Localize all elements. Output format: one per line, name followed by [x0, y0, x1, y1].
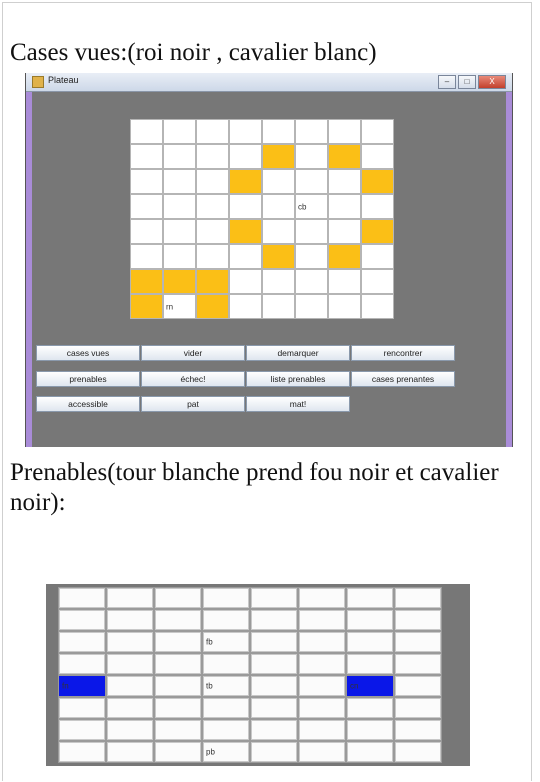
board-square[interactable]: [329, 245, 360, 268]
board-square[interactable]: [347, 588, 393, 608]
board-square[interactable]: [107, 742, 153, 762]
board-square[interactable]: [164, 220, 195, 243]
board-square[interactable]: [107, 610, 153, 630]
board-square[interactable]: [347, 610, 393, 630]
board-square[interactable]: [347, 632, 393, 652]
action-button[interactable]: cases prenantes: [351, 371, 455, 387]
board-square[interactable]: [395, 632, 441, 652]
board-square[interactable]: [59, 720, 105, 740]
board-square[interactable]: [59, 654, 105, 674]
board-square[interactable]: [329, 270, 360, 293]
board-square[interactable]: [155, 676, 201, 696]
board-square[interactable]: [203, 698, 249, 718]
board-square[interactable]: [299, 698, 345, 718]
board-square[interactable]: [155, 720, 201, 740]
board-square[interactable]: [263, 145, 294, 168]
board-square[interactable]: [251, 588, 297, 608]
board-square[interactable]: [347, 698, 393, 718]
board-square[interactable]: [197, 245, 228, 268]
board-square[interactable]: [131, 295, 162, 318]
action-button[interactable]: pat: [141, 396, 245, 412]
board-square[interactable]: [329, 170, 360, 193]
maximize-button[interactable]: □: [458, 75, 476, 89]
piece-label: cb: [298, 202, 307, 211]
board-square[interactable]: [296, 145, 327, 168]
board-square[interactable]: [131, 220, 162, 243]
board-square[interactable]: [362, 195, 393, 218]
board-square[interactable]: [347, 654, 393, 674]
board-square[interactable]: [296, 270, 327, 293]
board-square[interactable]: [362, 220, 393, 243]
board-square[interactable]: [107, 654, 153, 674]
piece-label: rn: [166, 302, 174, 311]
window-border-right: [506, 92, 512, 447]
piece-label: pb: [206, 747, 215, 757]
board-square[interactable]: [329, 145, 360, 168]
board-square[interactable]: [131, 245, 162, 268]
board-square[interactable]: [155, 610, 201, 630]
board-square[interactable]: [155, 698, 201, 718]
board-square[interactable]: [203, 676, 249, 696]
board-square[interactable]: [251, 742, 297, 762]
board-square[interactable]: [395, 610, 441, 630]
piece-label: fb: [206, 637, 213, 647]
board-square[interactable]: [296, 245, 327, 268]
board-square[interactable]: [203, 720, 249, 740]
board-square[interactable]: [203, 654, 249, 674]
board-square[interactable]: [203, 588, 249, 608]
action-button[interactable]: accessible: [36, 396, 140, 412]
board-square[interactable]: [329, 220, 360, 243]
board-square[interactable]: [329, 195, 360, 218]
board-square[interactable]: [299, 742, 345, 762]
board-square[interactable]: [155, 742, 201, 762]
board-square[interactable]: [347, 676, 393, 696]
board-square[interactable]: [362, 120, 393, 143]
board-square[interactable]: [131, 120, 162, 143]
board-square[interactable]: [296, 170, 327, 193]
board-square[interactable]: [263, 245, 294, 268]
board-square[interactable]: [131, 145, 162, 168]
action-button[interactable]: échec!: [141, 371, 245, 387]
board-square[interactable]: [251, 654, 297, 674]
board-square[interactable]: [59, 632, 105, 652]
board-square[interactable]: [329, 295, 360, 318]
board-square[interactable]: [131, 170, 162, 193]
action-button[interactable]: liste prenables: [246, 371, 350, 387]
board-square[interactable]: [230, 145, 261, 168]
board-square[interactable]: [362, 170, 393, 193]
board-square[interactable]: [197, 295, 228, 318]
board-square[interactable]: [230, 295, 261, 318]
board-square[interactable]: [59, 742, 105, 762]
board-square[interactable]: [107, 720, 153, 740]
board-square[interactable]: [263, 195, 294, 218]
board-square[interactable]: [362, 270, 393, 293]
board-square[interactable]: [251, 698, 297, 718]
board-square[interactable]: [299, 632, 345, 652]
board-square[interactable]: [164, 120, 195, 143]
board-square[interactable]: [347, 720, 393, 740]
action-button[interactable]: mat!: [246, 396, 350, 412]
piece-label: cn: [350, 681, 359, 691]
window-title: Plateau: [48, 75, 79, 85]
board-square[interactable]: [251, 610, 297, 630]
board-square[interactable]: [296, 220, 327, 243]
board-square[interactable]: [203, 742, 249, 762]
board-square[interactable]: [362, 245, 393, 268]
board-square[interactable]: [395, 676, 441, 696]
board-square[interactable]: [299, 610, 345, 630]
board-square[interactable]: [263, 120, 294, 143]
java-app-icon: [32, 76, 44, 88]
board-square[interactable]: [155, 588, 201, 608]
board-square[interactable]: [299, 676, 345, 696]
board-square[interactable]: [197, 120, 228, 143]
board-square[interactable]: [299, 588, 345, 608]
board-square[interactable]: [395, 588, 441, 608]
action-button[interactable]: cases vues: [36, 345, 140, 361]
board-square[interactable]: [107, 676, 153, 696]
board-square[interactable]: [107, 698, 153, 718]
plateau-window-2: [46, 584, 470, 766]
board-square[interactable]: [164, 195, 195, 218]
board-square[interactable]: [299, 654, 345, 674]
board-square[interactable]: [59, 610, 105, 630]
board-square[interactable]: [395, 742, 441, 762]
action-button[interactable]: prenables: [36, 371, 140, 387]
board-square[interactable]: [362, 295, 393, 318]
board-square[interactable]: [164, 270, 195, 293]
action-button[interactable]: demarquer: [246, 345, 350, 361]
window-border-left: [26, 92, 32, 447]
board-square[interactable]: [251, 720, 297, 740]
close-button[interactable]: X: [478, 75, 506, 89]
heading-cases-vues: Cases vues:(roi noir , cavalier blanc): [10, 39, 377, 66]
action-button[interactable]: rencontrer: [351, 345, 455, 361]
board-square[interactable]: [131, 195, 162, 218]
board-square[interactable]: [263, 295, 294, 318]
board-square[interactable]: [197, 220, 228, 243]
board-square[interactable]: [395, 698, 441, 718]
board-square[interactable]: [155, 632, 201, 652]
board-square[interactable]: [263, 170, 294, 193]
piece-label: fn: [62, 681, 69, 691]
board-square[interactable]: [296, 195, 327, 218]
piece-label: tb: [206, 681, 213, 691]
chess-board-prenables: [58, 587, 442, 763]
board-square[interactable]: [263, 270, 294, 293]
board-square[interactable]: [251, 676, 297, 696]
board-square[interactable]: [362, 145, 393, 168]
board-square[interactable]: [164, 245, 195, 268]
board-square[interactable]: [230, 245, 261, 268]
board-square[interactable]: [263, 220, 294, 243]
board-square[interactable]: [203, 610, 249, 630]
board-square[interactable]: [107, 588, 153, 608]
board-square[interactable]: [107, 632, 153, 652]
board-square[interactable]: [59, 588, 105, 608]
board-square[interactable]: [329, 120, 360, 143]
board-square[interactable]: [230, 120, 261, 143]
board-square[interactable]: [296, 120, 327, 143]
board-square[interactable]: [131, 270, 162, 293]
window-titlebar[interactable]: [26, 73, 512, 92]
action-button[interactable]: vider: [141, 345, 245, 361]
board-square[interactable]: [155, 654, 201, 674]
board-square[interactable]: [164, 145, 195, 168]
board-square[interactable]: [230, 195, 261, 218]
board-square[interactable]: [230, 220, 261, 243]
board-square[interactable]: [59, 676, 105, 696]
board-square[interactable]: [197, 145, 228, 168]
board-square[interactable]: [203, 632, 249, 652]
plateau-window: [25, 73, 513, 447]
minimize-button[interactable]: –: [438, 75, 456, 89]
board-square[interactable]: [296, 295, 327, 318]
board-square[interactable]: [59, 698, 105, 718]
board-square[interactable]: [347, 742, 393, 762]
heading-prenables: Prenables(tour blanche prend fou noir et cavalier noir):: [10, 459, 499, 516]
chess-board-cases-vues: [130, 119, 394, 319]
board-square[interactable]: [197, 195, 228, 218]
board-square[interactable]: [197, 270, 228, 293]
board-square[interactable]: [395, 720, 441, 740]
board-square[interactable]: [395, 654, 441, 674]
board-square[interactable]: [197, 170, 228, 193]
board-square[interactable]: [230, 170, 261, 193]
board-square[interactable]: [251, 632, 297, 652]
board-square[interactable]: [164, 295, 195, 318]
board-square[interactable]: [299, 720, 345, 740]
board-square[interactable]: [164, 170, 195, 193]
board-square[interactable]: [230, 270, 261, 293]
